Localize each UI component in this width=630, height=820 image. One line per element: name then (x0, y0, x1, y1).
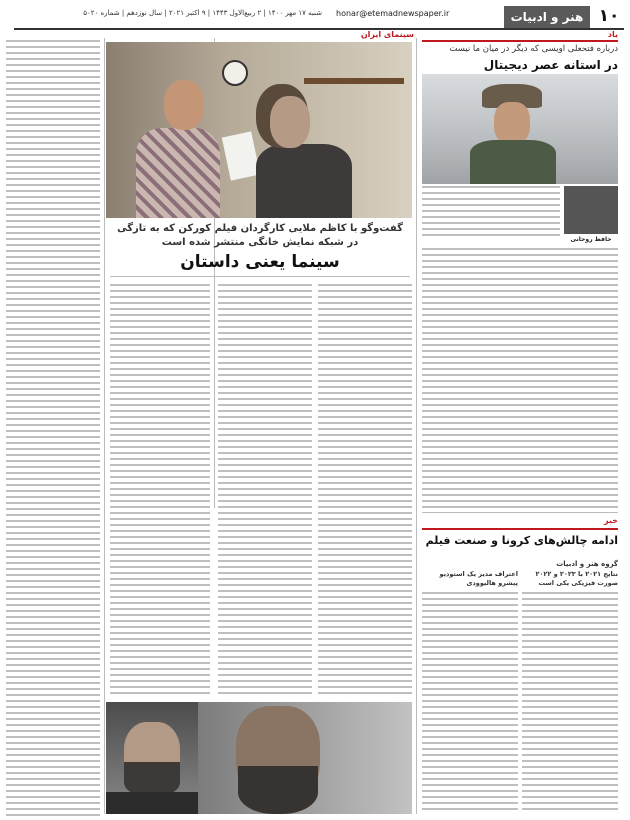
middle-story-title: سینما یعنی داستان (180, 252, 340, 272)
beard-shape (124, 762, 180, 796)
right-section-bar (422, 40, 618, 42)
right-story-body (422, 186, 560, 236)
bottom-section-label: خبر (603, 516, 618, 525)
bottom-story-body (522, 592, 618, 814)
body-shape (470, 140, 556, 184)
author-photo (564, 186, 618, 234)
dateline: شنبه ۱۷ مهر ۱۴۰۰ | ۲ ربیع‌الاول ۱۴۴۳ | ۹ اکتبر ۲۰۲۱ | سال نوزدهم | شماره ۵۰۲۰ (83, 9, 322, 17)
author-name: حافظ روحانی (570, 236, 612, 243)
page-header (0, 0, 630, 32)
middle-story-body (218, 284, 312, 696)
column-divider (416, 38, 417, 814)
face-shape (494, 102, 530, 144)
bottom-story-kicker: گروه هنر و ادبیات (556, 560, 618, 568)
middle-story-subtitle: گفت‌وگو با کاظم ملایی کارگردان فیلم کورکن که به تازگی در شبکه نمایش خانگی منتشر شده است (117, 223, 403, 248)
middle-story-body (318, 284, 412, 696)
middle-story-photo (106, 42, 412, 218)
right-story-kicker: درباره فتحعلی اویسی که دیگر در میان ما نیست (449, 44, 618, 54)
bottom-wide-photo (198, 702, 412, 814)
bottom-story-title: ادامه چالش‌های کرونا و صنعت فیلم (425, 534, 618, 547)
woman-body-shape (256, 144, 352, 218)
man-body-shape (136, 128, 220, 218)
right-story-body (422, 248, 618, 510)
section-email[interactable]: honar@etemadnewspaper.ir (336, 9, 450, 18)
shelf-shape (304, 78, 404, 84)
section-tag: هنر و ادبیات (504, 6, 590, 28)
bottom-story-subhead-left: اعتراف مدیر یک استودیو پیشرو هالیوودی (439, 570, 518, 587)
column-divider (104, 38, 105, 814)
story-divider (422, 512, 618, 513)
left-bottom-photo (106, 702, 200, 814)
clock-icon (222, 60, 248, 86)
bottom-story-body (422, 592, 518, 814)
right-story-title: در استانه عصر دیجیتال (483, 58, 618, 72)
page-number: ۱۰ (598, 6, 620, 26)
bottom-section-bar (422, 528, 618, 530)
left-column-body (6, 40, 100, 816)
title-rule (110, 276, 410, 277)
right-section-label: یاد (607, 30, 618, 39)
beard-shape (238, 766, 318, 814)
middle-section-label: سینمای ایران (360, 30, 414, 39)
shoulder-shape (106, 792, 200, 814)
woman-head-shape (270, 96, 310, 148)
bottom-story-subhead-right: نتایج ۲۰۲۱ با ۲۰۲۳ و ۲۰۲۲ صورت فیزیکی یکی است (535, 570, 618, 587)
right-story-photo (422, 74, 618, 184)
man-head-shape (164, 80, 204, 130)
middle-story-body (110, 284, 210, 696)
